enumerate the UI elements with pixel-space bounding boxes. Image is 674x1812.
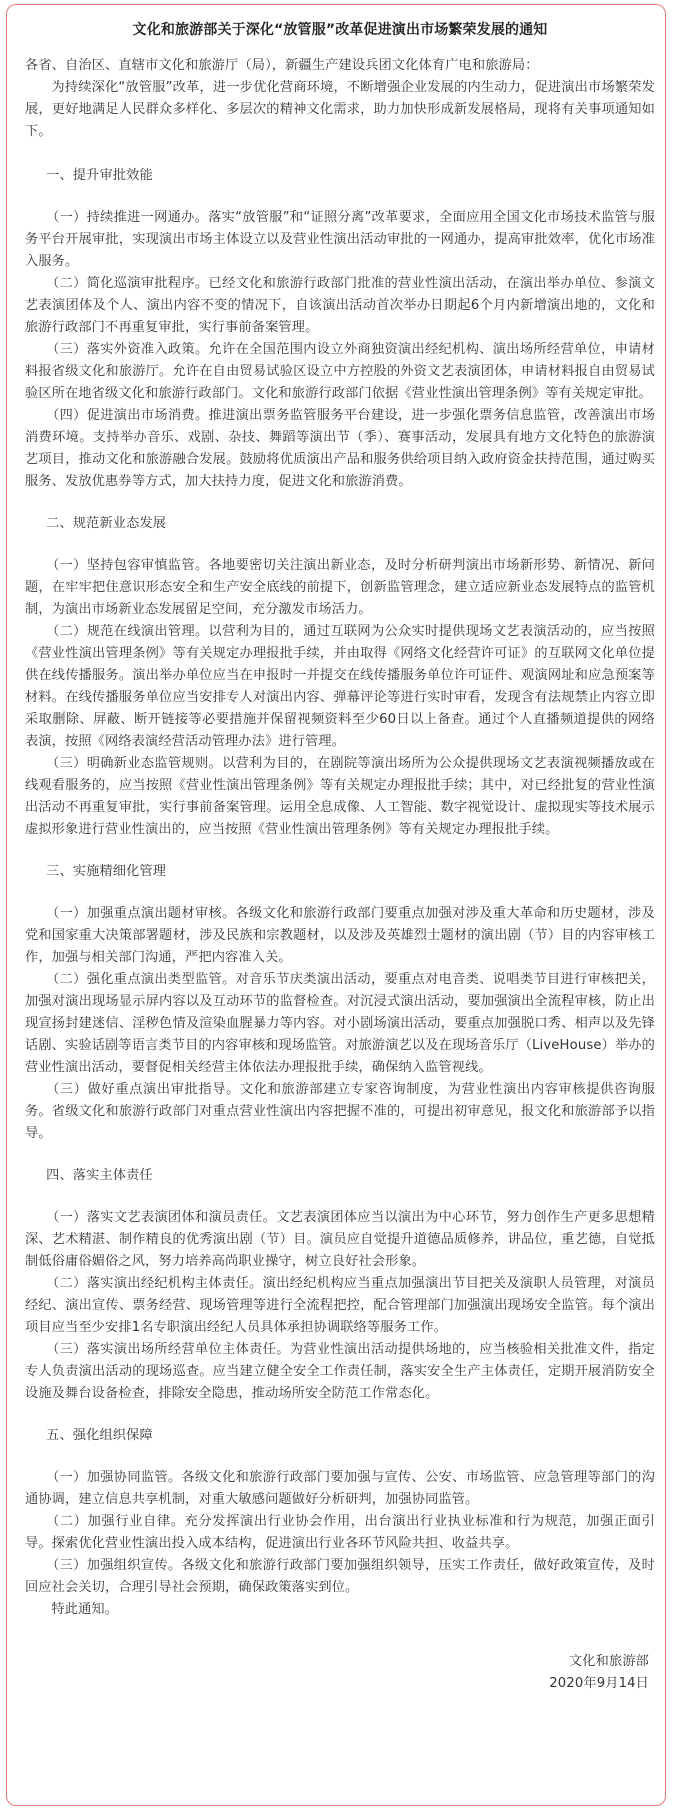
section-item: （一）加强重点演出题材审核。各级文化和旅游行政部门要重点加强对涉及重大革命和历史题材，涉及党和国家重大决策部署题材，涉及民族和宗教题材，以及涉及英雄烈士题材的演出剧（节）目的内容审核工作，加强与相关部门沟通，严把内容准入关。 bbox=[25, 906, 655, 965]
section-heading: 五、强化组织保障 bbox=[46, 1428, 153, 1443]
section-item: （二）强化重点演出类型监管。对音乐节庆类演出活动，要重点对电音类、说唱类节目进行审核把关，加强对演出现场显示屏内容以及互动环节的监督检查。对沉浸式演出活动，要加强演出全流程审核，防止出现宣扬封建迷信、淫秽色情及渲染血腥暴力等内容。对小剧场演出活动，要重点加强脱口秀、相声以及先锋话剧、实验话剧等语言类节目的内容审核和现场监管。对旅游演艺以及在现场音乐厅（LiveHouse）举办的营业性演出活动，要督促相关经营主体依法办理报批手续，确保纳入监管视线。 bbox=[25, 972, 655, 1075]
section-item: （三）落实外资准入政策。允许在全国范围内设立外商独资演出经纪机构、演出场所经营单位，申请材料报省级文化和旅游厅。允许在自由贸易试验区设立中方控股的外资文艺表演团体，申请材料报自由贸易试验区所在地省级文化和旅游行政部门。文化和旅游行政部门依据《营业性演出管理条例》等有关规定审批。 bbox=[25, 342, 655, 401]
section-item: （三）落实演出场所经营单位主体责任。为营业性演出活动提供场地的，应当核验相关批准文件，指定专人负责演出活动的现场巡查。应当建立健全安全工作责任制，落实安全生产主体责任，定期开展消防安全设施及舞台设备检查，排除安全隐患，推动场所安全防范工作常态化。 bbox=[25, 1342, 655, 1401]
addressee: 各省、自治区、直辖市文化和旅游厅（局），新疆生产建设兵团文化体育广电和旅游局： bbox=[25, 58, 539, 73]
section-item: （三）做好重点演出审批指导。文化和旅游部建立专家咨询制度，为营业性演出内容审核提供咨询服务。省级文化和旅游行政部门对重点营业性演出内容把握不准的，可提出初审意见，报文化和旅游部予以指导。 bbox=[25, 1082, 655, 1141]
section-item: （三）明确新业态监管规则。以营利为目的，在剧院等演出场所为公众提供现场文艺表演视频播放或在线观看服务的，应当按照《营业性演出管理条例》等有关规定办理报批手续；其中，对已经批复的营业性演出活动不再重复审批，实行事前备案管理。运用全息成像、人工智能、数字视觉设计、虚拟现实等技术展示虚拟形象进行营业性演出的，应当按照《营业性演出管理条例》等有关规定办理报批手续。 bbox=[25, 756, 655, 837]
section-item: （二）加强行业自律。充分发挥演出行业协会作用，出台演出行业执业标准和行为规范，加强正面引导。探索优化营业性演出投入成本结构，促进演出行业各环节风险共担、收益共享。 bbox=[25, 1514, 655, 1551]
section-heading: 四、落实主体责任 bbox=[46, 1168, 153, 1183]
notice-document bbox=[25, 5, 655, 1695]
closing-line: 特此通知。 bbox=[51, 1602, 119, 1617]
section-item: （二）规范在线演出管理。以营利为目的，通过互联网为公众实时提供现场文艺表演活动的，应当按照《营业性演出管理条例》等有关规定办理报批手续，并由取得《网络文化经营许可证》的互联网文化单位提供在线传播服务。演出举办单位应当在申报时一并提交在线传播服务单位许可证件、观演网址和应急预案等材料。在线传播服务单位应当安排专人对演出内容、弹幕评论等进行实时审看，发现含有法规禁止内容立即采取删除、屏蔽、断开链接等必要措施并保留视频资料至少60日以上备查。通过个人直播频道提供的网络表演，按照《网络表演经营活动管理办法》进行管理。 bbox=[25, 624, 655, 749]
section-item: （四）促进演出市场消费。推进演出票务监管服务平台建设，进一步强化票务信息监管，改善演出市场消费环境。支持举办音乐、戏剧、杂技、舞蹈等演出节（季）、赛事活动，发展具有地方文化特色的旅游演艺项目，推动文化和旅游融合发展。鼓励将优质演出产品和服务供给项目纳入政府资金扶持范围，通过购买服务、发放优惠券等方式，加大扶持力度，促进文化和旅游消费。 bbox=[25, 408, 655, 489]
section-heading: 二、规范新业态发展 bbox=[46, 516, 167, 531]
signature-date: 2020年9月14日 bbox=[549, 1676, 649, 1691]
document-frame bbox=[6, 4, 666, 1806]
intro-paragraph: 为持续深化“放管服”改革，进一步优化营商环境，不断增强企业发展的内生动力，促进演出市场繁荣发展，更好地满足人民群众多样化、多层次的精神文化需求，助力加快形成新发展格局，现将有关事项通知如下。 bbox=[25, 80, 655, 139]
section-heading: 三、实施精细化管理 bbox=[46, 864, 167, 879]
section-item: （一）持续推进一网通办。落实“放管服”和“证照分离”改革要求，全面应用全国文化市场技术监管与服务平台开展审批，实现演出市场主体设立以及营业性演出活动审批的一网通办，提高审批效率，优化市场准入服务。 bbox=[25, 210, 655, 269]
document-title: 文化和旅游部关于深化“放管服”改革促进演出市场繁荣发展的通知 bbox=[132, 22, 548, 38]
section-item: （一）坚持包容审慎监管。各地要密切关注演出新业态，及时分析研判演出市场新形势、新情况、新问题，在牢牢把住意识形态安全和生产安全底线的前提下，创新监管理念，建立适应新业态发展特点的监管机制，为演出市场新业态发展留足空间，充分激发市场活力。 bbox=[25, 558, 655, 617]
signature: 文化和旅游部 bbox=[568, 1654, 649, 1669]
section-item: （一）落实文艺表演团体和演员责任。文艺表演团体应当以演出为中心环节，努力创作生产更多思想精深、艺术精湛、制作精良的优秀演出剧（节）目。演员应自觉提升道德品质修养，讲品位，重艺德，自觉抵制低俗庸俗媚俗之风，努力培养高尚职业操守，树立良好社会形象。 bbox=[25, 1210, 655, 1269]
section-item: （三）加强组织宣传。各级文化和旅游行政部门要加强组织领导，压实工作责任，做好政策宣传，及时回应社会关切，合理引导社会预期，确保政策落实到位。 bbox=[25, 1558, 655, 1595]
section-item: （二）落实演出经纪机构主体责任。演出经纪机构应当重点加强演出节目把关及演职人员管理，对演员经纪、演出宣传、票务经营、现场管理等进行全流程把控，配合管理部门加强演出现场安全监管。每个演出项目应当至少安排1名专职演出经纪人员具体承担协调联络等服务工作。 bbox=[25, 1276, 655, 1335]
section-heading: 一、提升审批效能 bbox=[46, 168, 153, 183]
section-item: （一）加强协同监管。各级文化和旅游行政部门要加强与宣传、公安、市场监管、应急管理等部门的沟通协调，建立信息共享机制，对重大敏感问题做好分析研判，加强协同监管。 bbox=[25, 1470, 655, 1507]
section-item: （二）简化巡演审批程序。已经文化和旅游行政部门批准的营业性演出活动，在演出举办单位、参演文艺表演团体及个人、演出内容不变的情况下，自该演出活动首次举办日期起6个月内新增演出地的，文化和旅游行政部门不再重复审批，实行事前备案管理。 bbox=[25, 276, 655, 335]
